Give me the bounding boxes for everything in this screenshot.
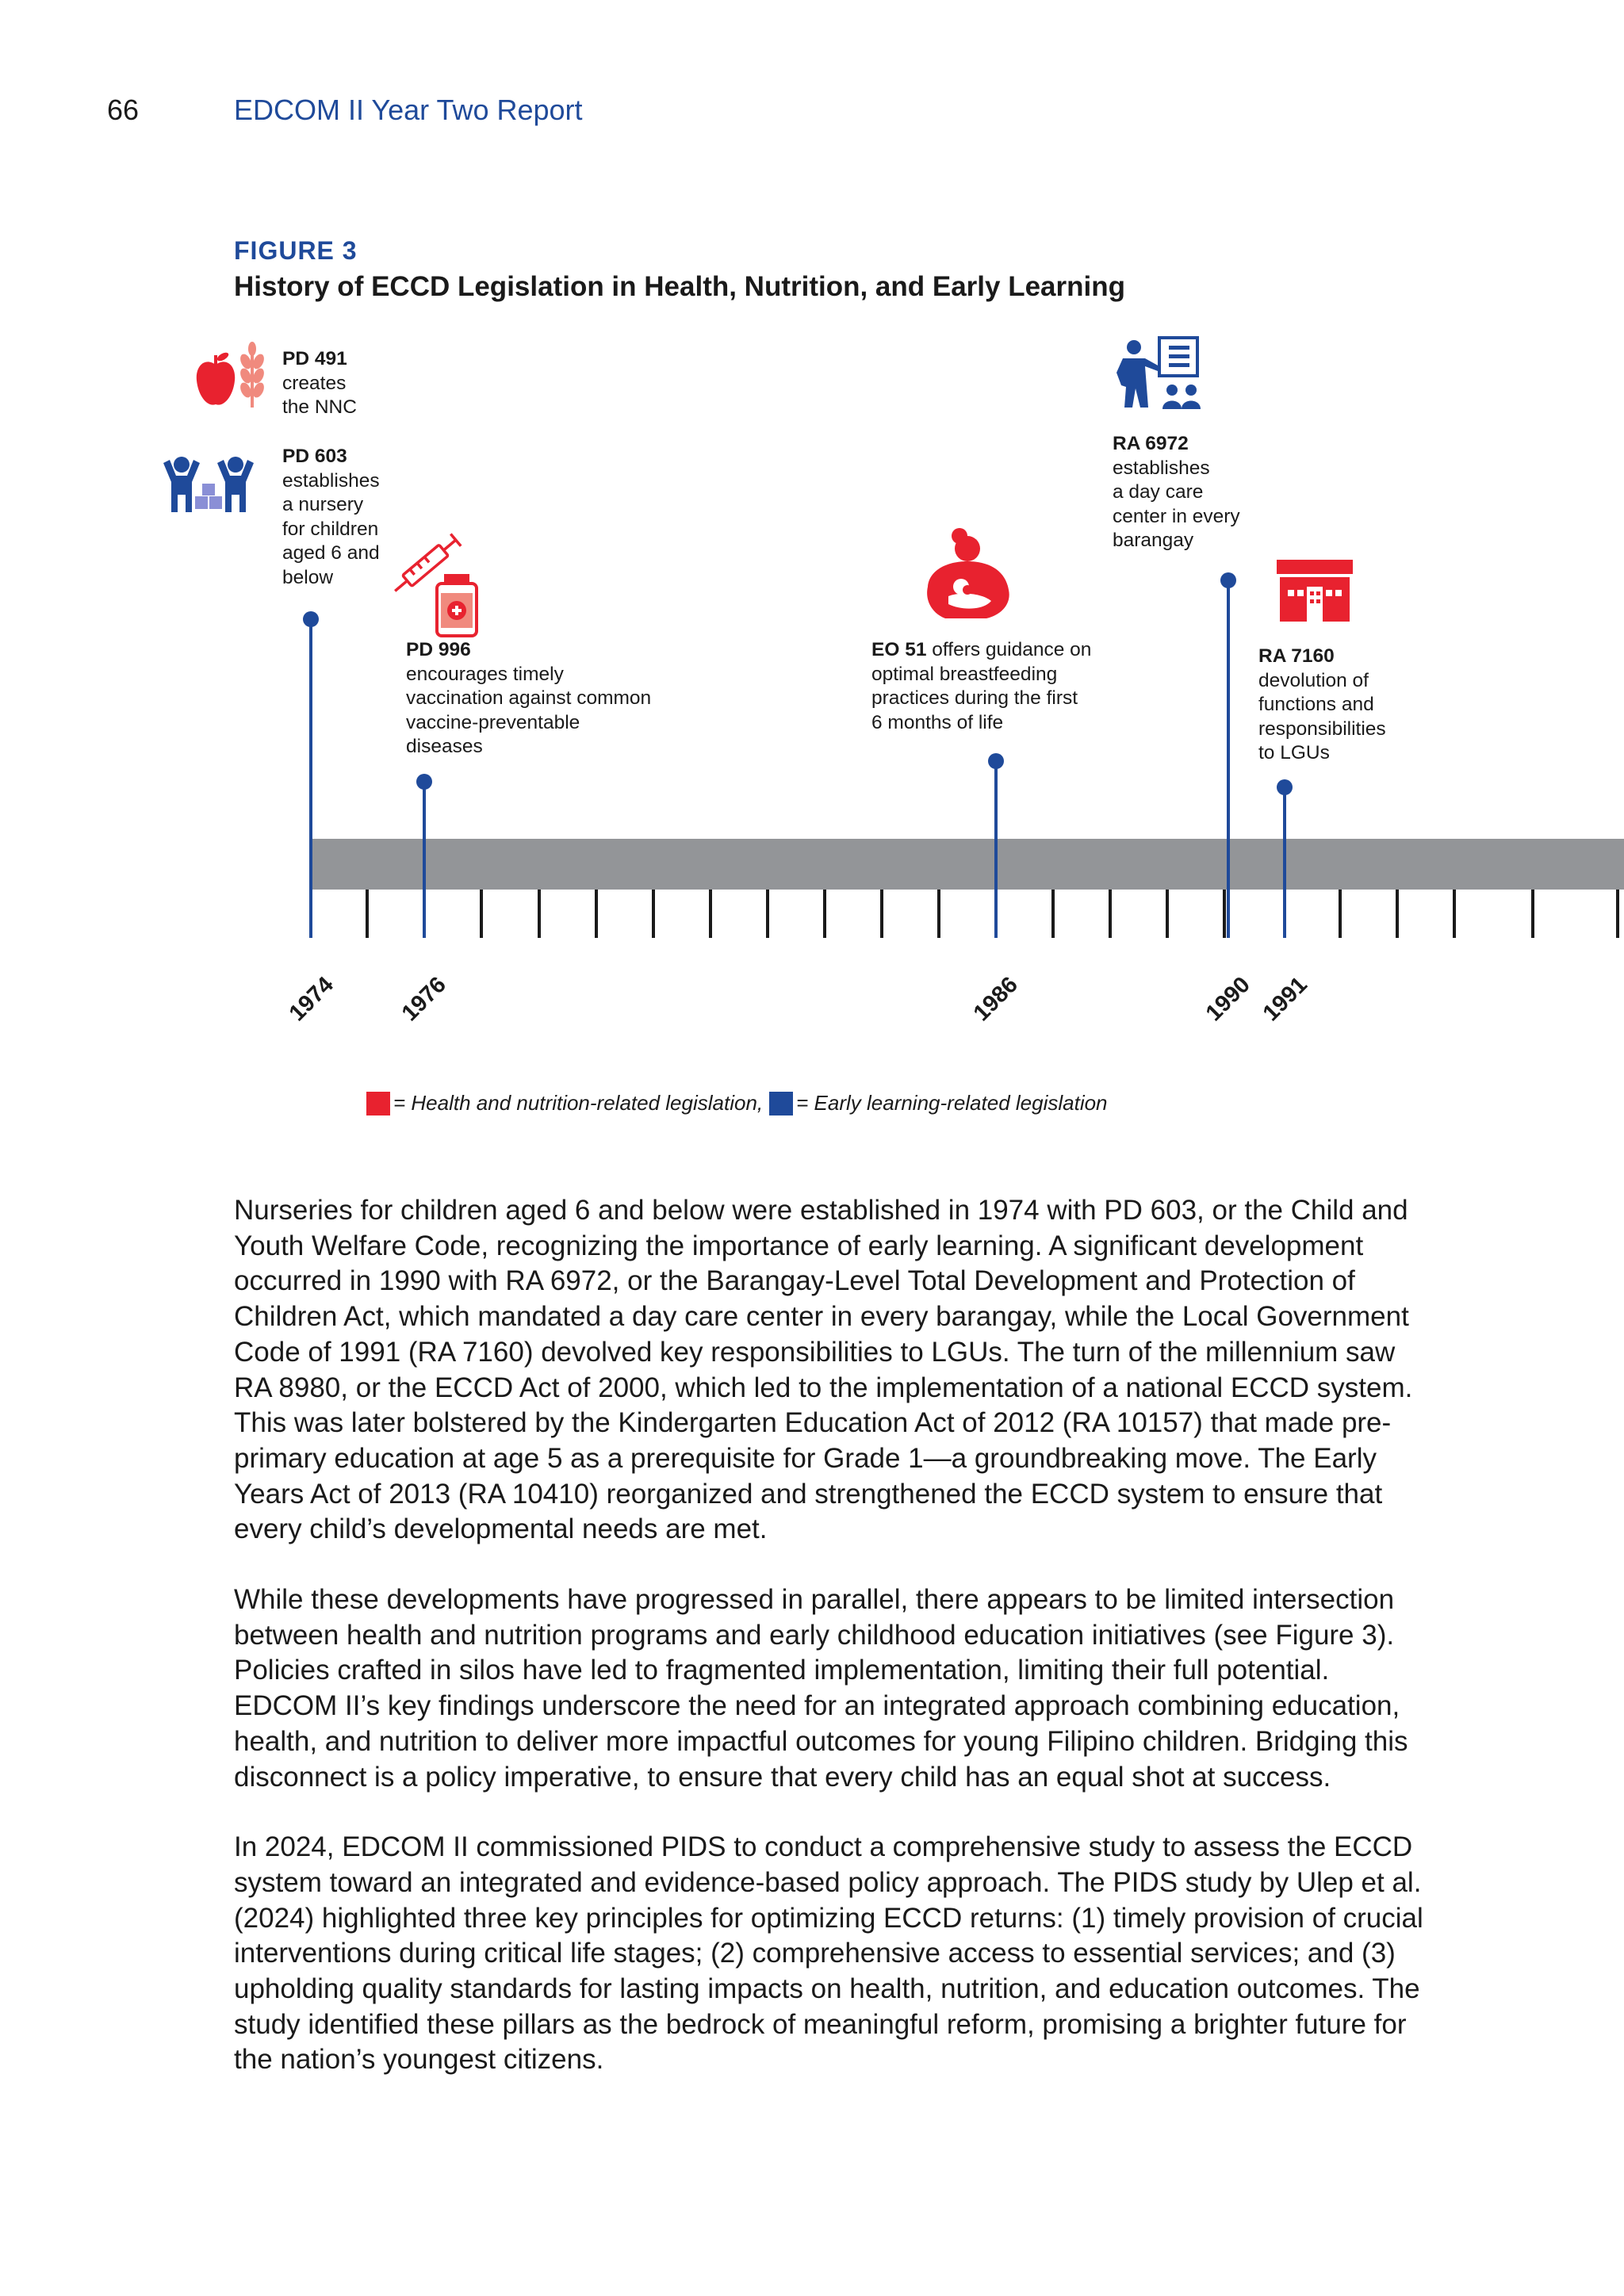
body-paragraph: Nurseries for children aged 6 and below were established in 1974 with PD 603, or the Child and Youth Welfare Code, recognizing the importance of early learning. A significant development occurred in 1990 with RA 6972, or the Barangay-Level Total Development and Protection of Children Act, which mandated a day care center in every barangay, while the Local Government Code of 1991 (RA 7160) devolved key responsibilities to LGUs. The turn of the millennium saw RA 8980, or the ECCD Act of 2000, which led to the implementation of a national ECCD system. This was later bolstered by the Kindergarten Education Act of 2012 (RA 10157) that made pre-primary education at age 5 as a prerequisite for Grade 1—a groundbreaking move. The Early Years Act of 2013 (RA 10410) reorganized and strengthened the ECCD system to ensure that every child’s developmental needs are met. bbox=[234, 1195, 1413, 1545]
year-label-1990: 1990 bbox=[1201, 972, 1255, 1027]
legend-swatch-early-learning bbox=[769, 1092, 793, 1115]
event-code: RA 7160 bbox=[1258, 645, 1335, 667]
event-line: establishes bbox=[1113, 457, 1210, 479]
event-pd491 bbox=[282, 347, 357, 420]
event-line: devolution of bbox=[1258, 669, 1369, 691]
event-pd603 bbox=[282, 445, 380, 590]
marker-1990 bbox=[1220, 572, 1236, 588]
event-code: EO 51 bbox=[871, 639, 927, 660]
event-line: responsibilities bbox=[1258, 718, 1386, 740]
year-label-1974: 1974 bbox=[284, 972, 339, 1027]
event-line: center in every bbox=[1113, 505, 1240, 527]
marker-1976 bbox=[416, 774, 432, 790]
body-text bbox=[234, 1193, 1439, 2113]
year-label-1991: 1991 bbox=[1258, 972, 1312, 1027]
year-label-1986: 1986 bbox=[968, 972, 1023, 1027]
legend-swatch-health bbox=[366, 1092, 390, 1115]
event-line: barangay bbox=[1113, 530, 1194, 551]
event-line: encourages timely bbox=[406, 663, 564, 685]
event-eo51 bbox=[871, 638, 1091, 735]
timeline-axis bbox=[311, 839, 1624, 890]
figure-label: FIGURE 3 bbox=[234, 236, 358, 265]
marker-1991 bbox=[1277, 779, 1293, 795]
syringe-icon bbox=[390, 534, 461, 597]
event-line: a day care bbox=[1113, 481, 1204, 503]
event-line: practices during the first bbox=[871, 687, 1078, 709]
event-ra7160 bbox=[1258, 645, 1386, 766]
event-pd996 bbox=[406, 638, 651, 760]
apple-icon bbox=[197, 351, 235, 405]
tick-marks bbox=[367, 890, 1618, 938]
figure-title: History of ECCD Legislation in Health, Nutrition, and Early Learning bbox=[234, 271, 1125, 302]
marker-1974 bbox=[303, 611, 319, 627]
event-line: offers guidance on bbox=[926, 639, 1092, 660]
event-line: creates bbox=[282, 372, 347, 394]
building-icon bbox=[1277, 560, 1353, 622]
event-line: below bbox=[282, 566, 334, 588]
event-code: PD 491 bbox=[282, 348, 347, 369]
running-title: EDCOM II Year Two Report bbox=[234, 94, 583, 126]
event-code: RA 6972 bbox=[1113, 433, 1189, 454]
event-line: functions and bbox=[1258, 694, 1374, 715]
event-line: a nursery bbox=[282, 494, 364, 515]
year-label-1976: 1976 bbox=[396, 972, 451, 1027]
event-line: establishes bbox=[282, 469, 380, 492]
event-code: PD 996 bbox=[406, 639, 471, 660]
wheat-icon bbox=[238, 342, 266, 408]
event-line: to LGUs bbox=[1258, 742, 1330, 763]
event-line: 6 months of life bbox=[871, 711, 1004, 733]
event-line: diseases bbox=[406, 736, 483, 757]
teacher-board-icon bbox=[1116, 338, 1201, 409]
event-line: vaccine-preventable bbox=[406, 711, 580, 733]
marker-1986 bbox=[988, 753, 1004, 769]
event-code: PD 603 bbox=[282, 446, 347, 467]
page-number: 66 bbox=[107, 94, 140, 126]
figure-legend bbox=[366, 1091, 1108, 1115]
event-line: aged 6 and bbox=[282, 542, 380, 564]
event-ra6972 bbox=[1113, 432, 1240, 553]
body-paragraph: While these developments have progressed in parallel, there appears to be limited intersection between health and nutrition programs and early childhood education initiatives (see Figure 3). Policies crafted in silos have led to fragmented implementation, limiting their full potential. EDCOM II’s key findings underscore the need for an integrated approach combining education, health, and nutrition to deliver more impactful outcomes for young Filipino children. Bridging this disconnect is a policy imperative, to ensure that every child has an equal shot at success. bbox=[234, 1584, 1408, 1793]
event-line: the NNC bbox=[282, 396, 357, 418]
vaccine-bottle-icon bbox=[437, 574, 477, 636]
legend-early-learning-label: = Early learning-related legislation bbox=[796, 1091, 1108, 1115]
body-paragraph: In 2024, EDCOM II commissioned PIDS to conduct a comprehensive study to assess the ECCD system toward an integrated and evidence-based policy approach. The PIDS study by Ulep et al. (2024) highlighted three key principles for optimizing ECCD returns: (1) timely provision of crucial interventions during critical life stages; (2) comprehensive access to essential services; and (3) upholding quality standards for lasting impacts on health, nutrition, and education outcomes. The study identified these pillars as the bedrock of meaningful reform, promising a brighter future for the nation’s youngest citizens. bbox=[234, 1831, 1423, 2076]
children-blocks-icon bbox=[163, 457, 254, 512]
event-line: optimal breastfeeding bbox=[871, 663, 1058, 685]
legend-health-label: = Health and nutrition-related legislation, bbox=[393, 1091, 764, 1115]
event-line: for children bbox=[282, 518, 379, 540]
breastfeeding-icon bbox=[927, 528, 1009, 618]
timeline-graphic bbox=[0, 0, 1624, 1110]
event-line: vaccination against common bbox=[406, 687, 652, 709]
